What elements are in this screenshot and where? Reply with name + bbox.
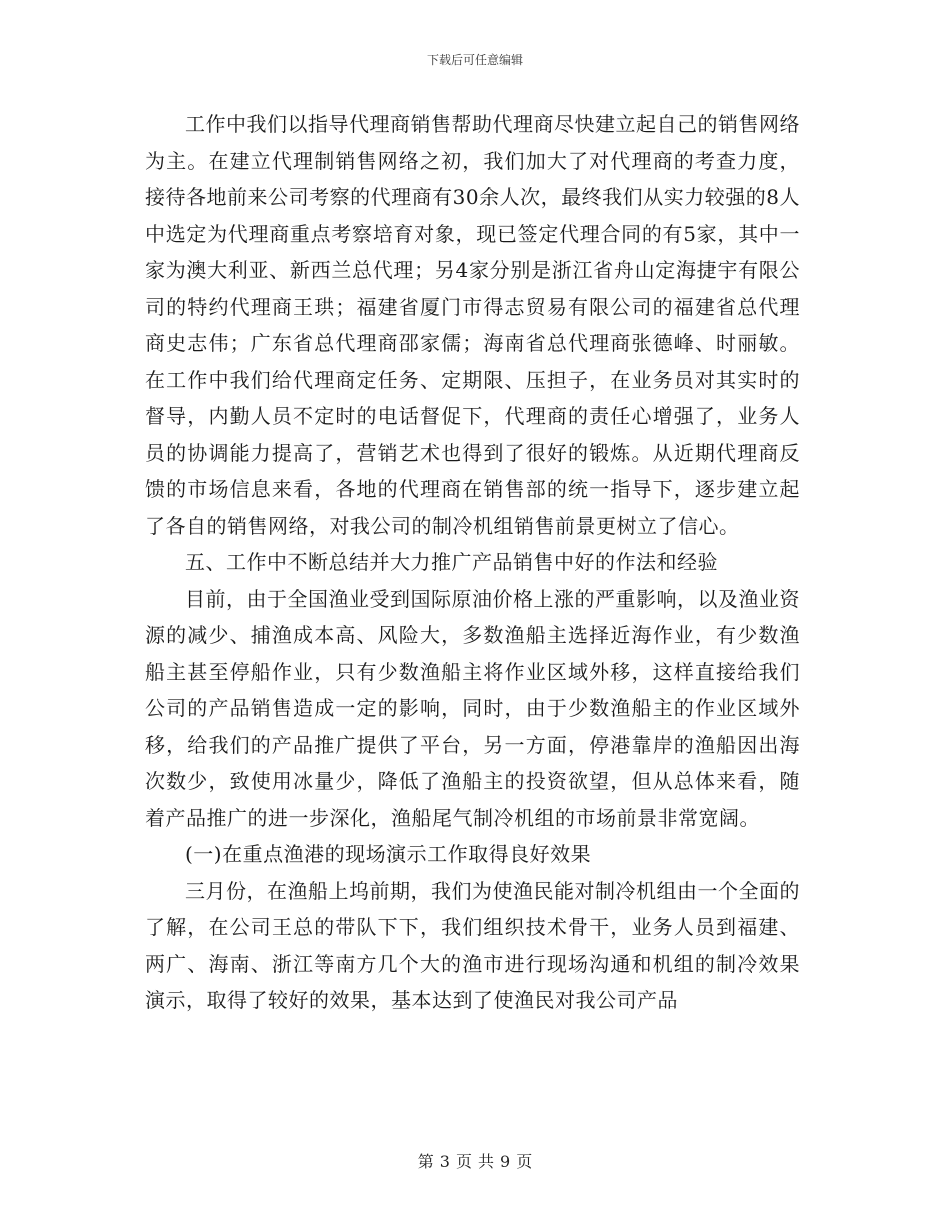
section-heading: 五、工作中不断总结并大力推广产品销售中好的作法和经验 xyxy=(185,550,718,574)
page-number-footer xyxy=(0,1150,950,1174)
footer-total-pages: 9 xyxy=(500,1152,511,1171)
document-body xyxy=(145,106,800,1019)
footer-suffix: 页 xyxy=(516,1152,533,1171)
footer-total-word: 共 xyxy=(478,1152,495,1171)
footer-page-unit: 页 xyxy=(455,1152,472,1171)
footer-prefix: 第 xyxy=(417,1152,434,1171)
header-note: 下载后可任意编辑 xyxy=(426,53,523,67)
footer-current-page: 3 xyxy=(439,1152,450,1171)
body-paragraph: 三月份，在渔船上坞前期，我们为使渔民能对制冷机组由一个全面的了解，在公司王总的带队下下，我们组织技术骨干，业务人员到福建、两广、海南、浙江等南方几个大的渔市进行现场沟通和机组的制冷效果演示，取得了较好的效果，基本达到了使渔民对我公司产品 xyxy=(145,878,800,1012)
body-paragraph: 工作中我们以指导代理商销售帮助代理商尽快建立起自己的销售网络为主。在建立代理制销售网络之初，我们加大了对代理商的考查力度，接待各地前来公司考察的代理商有30余人次，最终我们从实力较强的8人中选定为代理商重点考察培育对象，现已签定代理合同的有5家，其中一家为澳大利亚、新西兰总代理；另4家分别是浙江省舟山定海捷宇有限公司的特约代理商王珙；福建省厦门市得志贸易有限公司的福建省总代理商史志伟；广东省总代理商邵家儒；海南省总代理商张德峰、时丽敏。在工作中我们给代理商定任务、定期限、压担子，在业务员对其实时的督导，内勤人员不定时的电话督促下，代理商的责任心增强了，业务人员的协调能力提高了，营销艺术也得到了很好的锻炼。从近期代理商反馈的市场信息来看，各地的代理商在销售部的统一指导下，逐步建立起了各自的销售网络，对我公司的制冷机组销售前景更树立了信心。 xyxy=(145,112,800,538)
subsection-heading: (一)在重点渔港的现场演示工作取得良好效果 xyxy=(185,842,592,866)
body-paragraph: 目前，由于全国渔业受到国际原油价格上涨的严重影响，以及渔业资源的减少、捕渔成本高、风险大，多数渔船主选择近海作业，有少数渔船主甚至停船作业，只有少数渔船主将作业区域外移，这样直接给我们公司的产品销售造成一定的影响，同时，由于少数渔船主的作业区域外移，给我们的产品推广提供了平台，另一方面，停港靠岸的渔船因出海次数少，致使用冰量少，降低了渔船主的投资欲望，但从总体来看，随着产品推广的进一步深化，渔船尾气制冷机组的市场前景非常宽阔。 xyxy=(145,586,800,830)
